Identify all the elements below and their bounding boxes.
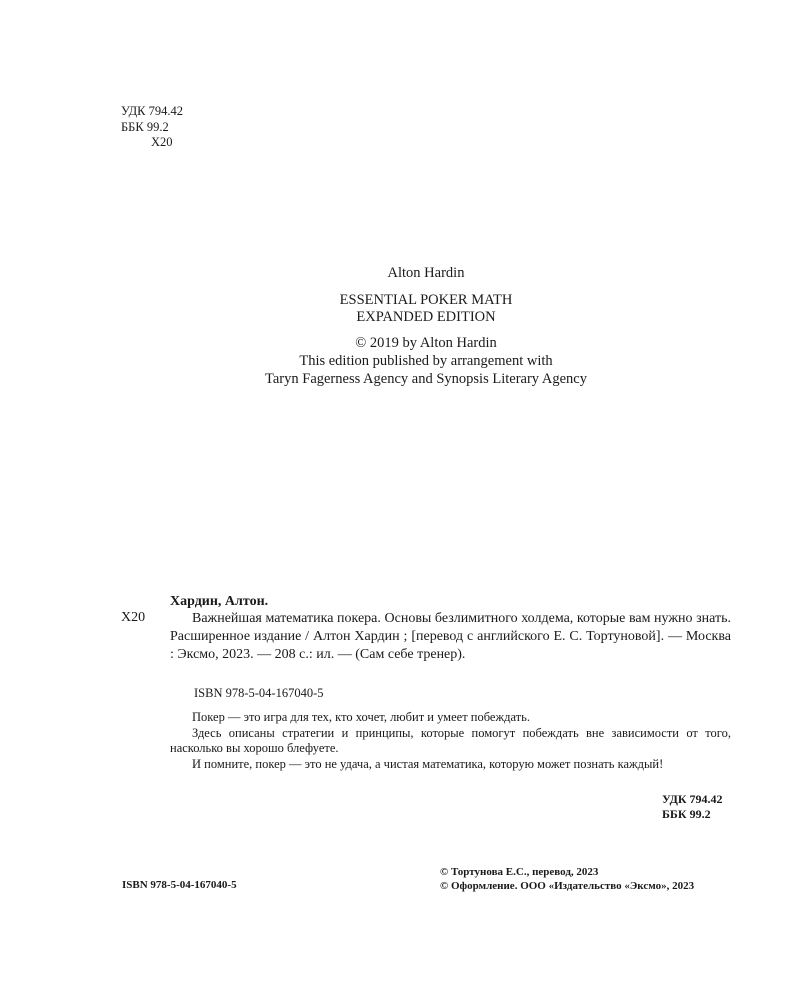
bbk-code: ББК 99.2: [121, 119, 169, 134]
original-copyright-block: [0, 334, 800, 388]
original-title-line2: EXPANDED EDITION: [356, 309, 496, 325]
classification-bottom: [662, 792, 723, 821]
author-sign: Х20: [151, 135, 173, 149]
annotation-paragraph: И помните, покер — это не удача, а чистая математика, которую может познать каждый!: [192, 756, 664, 771]
udk-code: УДК 794.42: [121, 104, 183, 118]
original-author: Alton Hardin: [387, 265, 465, 281]
original-title-line1: ESSENTIAL POKER MATH: [339, 292, 513, 308]
original-title: [0, 292, 800, 326]
translation-copyright: © Тортунова Е.С., перевод, 2023: [440, 866, 599, 878]
footer-copyrights: [440, 865, 694, 893]
bibliography-heading: Хардин, Алтон.: [170, 594, 269, 609]
arrangement-note: This edition published by arrangement with: [299, 353, 553, 369]
footer-isbn: ISBN 978-5-04-167040-5: [122, 879, 237, 891]
classification-top: [121, 104, 183, 151]
bibliography-isbn: ISBN 978-5-04-167040-5: [194, 686, 324, 700]
original-copyright: © 2019 by Alton Hardin: [355, 335, 497, 351]
agencies-note: Taryn Fagerness Agency and Synopsis Literary Agency: [265, 371, 587, 387]
bibliography-author-sign: Х20: [121, 610, 146, 625]
annotation-paragraph: Здесь описаны стратегии и принципы, которые помогут побеждать вне зависимости от того, насколько вы хорошо блефуете.: [170, 725, 731, 755]
design-copyright: © Оформление. ООО «Издательство «Эксмо», 2023: [440, 880, 695, 892]
bbk-code-bottom: ББК 99.2: [662, 806, 711, 821]
bibliography-entry: Важнейшая математика покера. Основы безлимитного холдема, которые вам нужно знать. Расширенное издание / Алтон Хардин ; [перевод с английского Е. С. Тортуновой]. — Москва : Эксмо, 2023. — 208 с.: ил. — (Сам себе тренер).: [170, 611, 731, 662]
annotation: [170, 710, 731, 772]
annotation-paragraph: Покер — это игра для тех, кто хочет, любит и умеет побеждать.: [192, 710, 530, 724]
udk-code-bottom: УДК 794.42: [662, 792, 723, 806]
